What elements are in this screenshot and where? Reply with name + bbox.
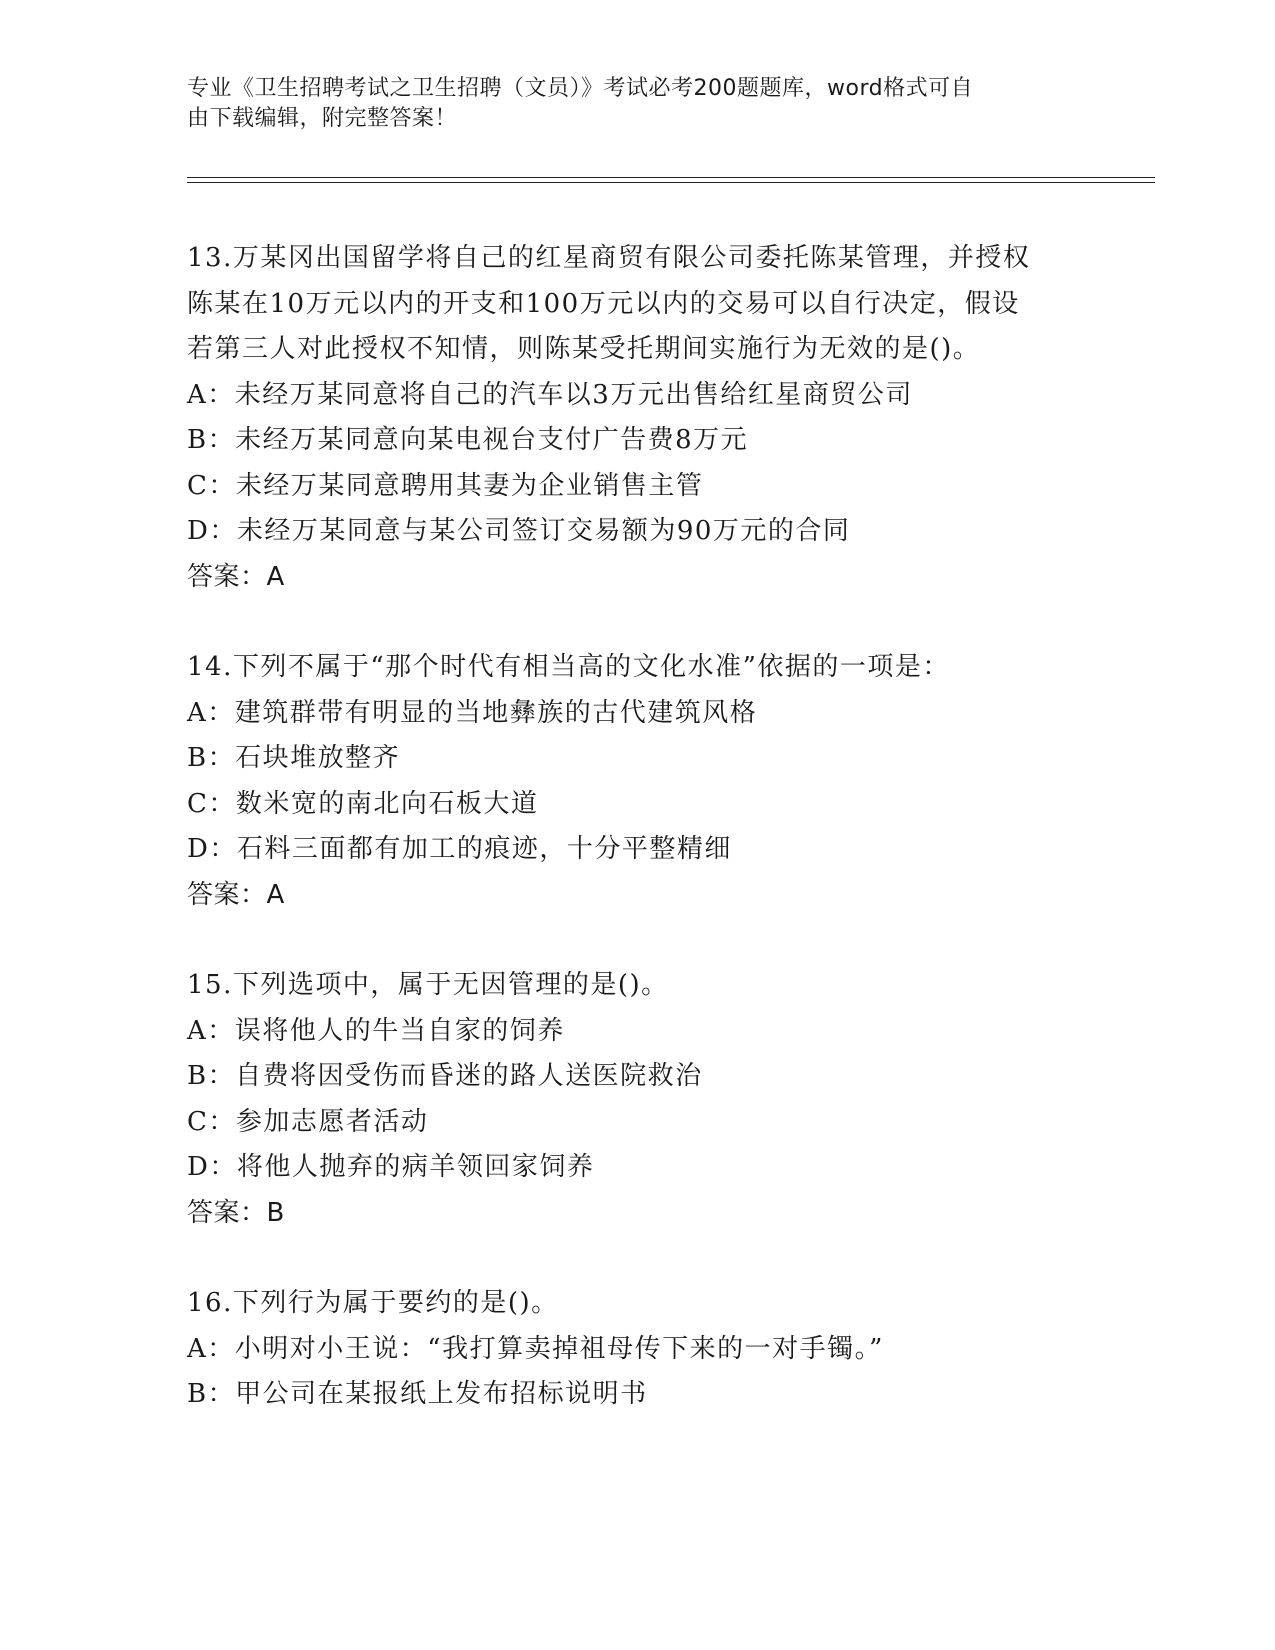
header-divider-bottom bbox=[187, 182, 1155, 183]
question-stem-line: 14.下列不属于“那个时代有相当高的文化水准”依据的一项是： bbox=[187, 652, 950, 682]
header-line-2: 由下载编辑，附完整答案！ bbox=[187, 106, 458, 131]
option-c: C：参加志愿者活动 bbox=[187, 1106, 429, 1137]
answer: 答案：A bbox=[187, 879, 285, 910]
header-divider-top bbox=[187, 177, 1155, 178]
option-c: C：未经万某同意聘用其妻为企业销售主管 bbox=[187, 470, 704, 501]
question-13 bbox=[187, 236, 1087, 600]
question-14 bbox=[187, 645, 1087, 918]
option-b: B：石块堆放整齐 bbox=[187, 743, 401, 773]
question-stem-line: 16.下列行为属于要约的是()。 bbox=[187, 1288, 559, 1318]
option-c: C：数米宽的南北向石板大道 bbox=[187, 788, 539, 819]
question-list bbox=[187, 236, 1087, 1463]
question-16 bbox=[187, 1281, 1087, 1418]
option-d: D：石料三面都有加工的痕迹，十分平整精细 bbox=[187, 834, 732, 864]
option-d: D：未经万某同意与某公司签订交易额为90万元的合同 bbox=[187, 516, 851, 546]
option-b: B：未经万某同意向某电视台支付广告费8万元 bbox=[187, 425, 749, 455]
header-line-1: 专业《卫生招聘考试之卫生招聘（文员）》考试必考200题题库，word格式可自 bbox=[187, 76, 974, 101]
question-stem-line: 13.万某冈出国留学将自己的红星商贸有限公司委托陈某管理，并授权 bbox=[187, 243, 1031, 273]
document-header bbox=[187, 74, 1067, 134]
answer: 答案：B bbox=[187, 1197, 285, 1228]
option-a: A：小明对小王说：“我打算卖掉祖母传下来的一对手镯。” bbox=[187, 1333, 884, 1364]
option-a: A：未经万某同意将自己的汽车以3万元出售给红星商贸公司 bbox=[187, 379, 913, 410]
option-a: A：误将他人的牛当自家的饲养 bbox=[187, 1015, 565, 1046]
question-15 bbox=[187, 963, 1087, 1236]
question-stem-line: 15.下列选项中，属于无因管理的是()。 bbox=[187, 970, 669, 1000]
option-b: B：甲公司在某报纸上发布招标说明书 bbox=[187, 1379, 648, 1409]
option-d: D：将他人抛弃的病羊领回家饲养 bbox=[187, 1152, 595, 1182]
question-stem-line: 陈某在10万元以内的开支和100万元以内的交易可以自行决定，假设 bbox=[187, 288, 1020, 319]
option-b: B：自费将因受伤而昏迷的路人送医院救治 bbox=[187, 1061, 703, 1091]
answer: 答案：A bbox=[187, 561, 285, 592]
option-a: A：建筑群带有明显的当地彝族的古代建筑风格 bbox=[187, 697, 758, 728]
question-stem-line: 若第三人对此授权不知情，则陈某受托期间实施行为无效的是()。 bbox=[187, 334, 981, 364]
